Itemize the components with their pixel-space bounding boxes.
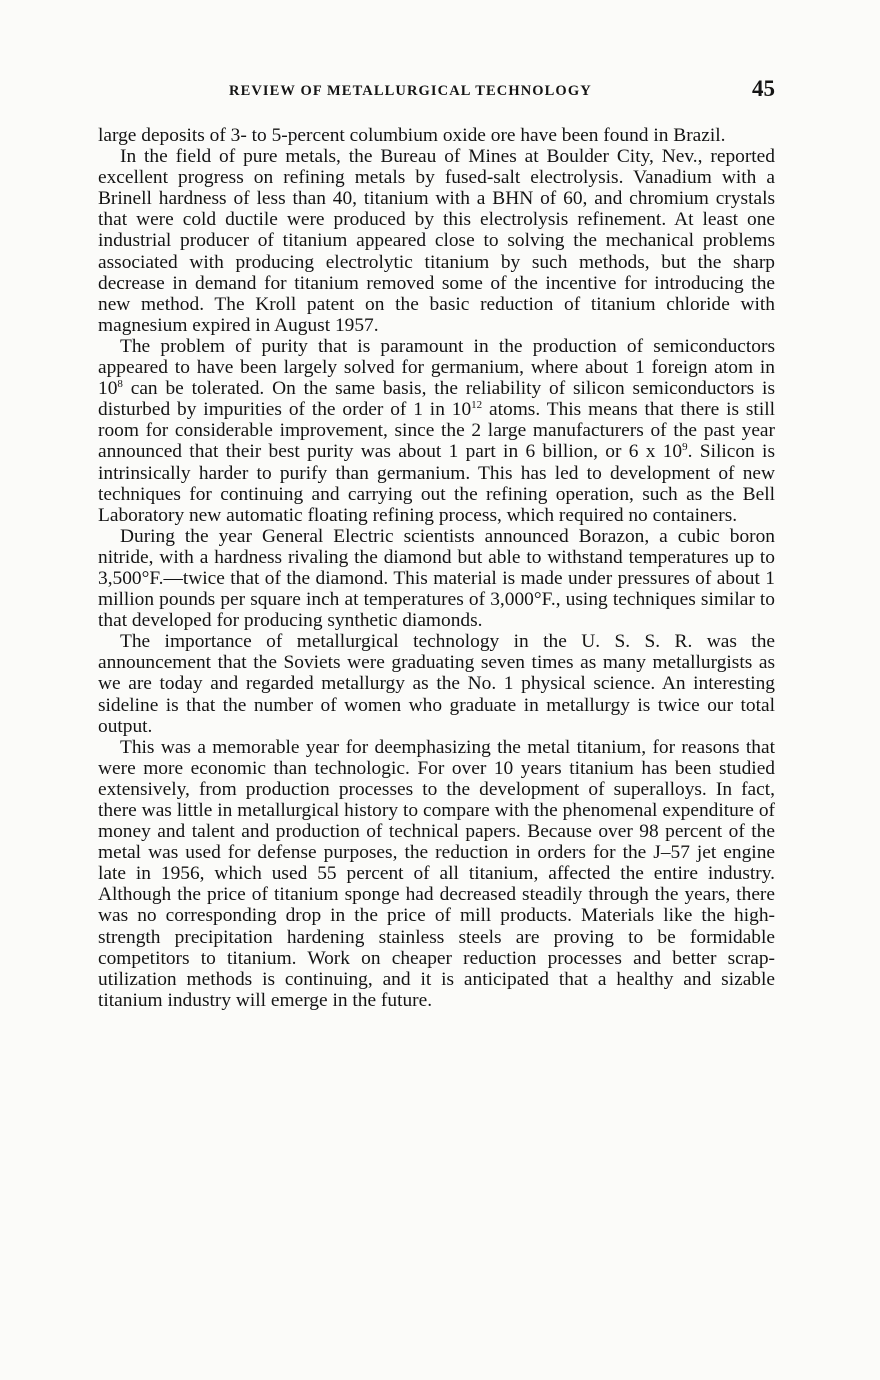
paragraph-pure-metals: In the field of pure metals, the Bureau of Mines at Boulder City, Nev., reported excellent progress on refining metals by fused-salt electrolysis. Vanadium with a Brinell hardness of less than 40, titanium with a BHN of 60, and chromium crystals that were cold ductile were produced by this electrolysis refinement. At least one industrial producer of titanium appeared close to solving the mechanical problems associated with producing electrolytic titanium by such methods, but the sharp decrease in demand for titanium removed some of the incentive for introducing the new method. The Kroll patent on the basic reduction of titanium chloride with magnesium expired in August 1957. bbox=[98, 146, 775, 336]
superscript: 9 bbox=[682, 441, 688, 454]
text-run: . Silicon is intrinsically harder to purify than germanium. This has led to development of new techniques for continuing and carrying out the refining operation, such as the Bell Laboratory new automatic floating refining process, which required no containers. bbox=[98, 441, 775, 526]
paragraph-ussr: The importance of metallurgical technology in the U. S. S. R. was the announcement that the Soviets were graduating seven times as many metallurgists as we are today and regarded metallurgy as the No. 1 physical science. An interesting sideline is that the number of women who graduate in metallurgy is twice our total output. bbox=[98, 631, 775, 737]
text-run: can be tolerated. On the same basis, the reliability of silicon semiconductors is disturbed by impurities of the order of 1 in 10 bbox=[98, 378, 775, 421]
paragraph-borazon: During the year General Electric scientists announced Borazon, a cubic boron nitride, with a hardness rivaling the diamond but able to withstand temperatures up to 3,500°F.—twice that of the diamond. This material is made under pressures of about 1 million pounds per square inch at temperatures of 3,000°F., using techniques similar to that developed for producing synthetic diamonds. bbox=[98, 525, 775, 632]
superscript: 12 bbox=[471, 399, 483, 412]
body-text bbox=[98, 125, 775, 1011]
paragraph-semiconductor-purity bbox=[98, 336, 775, 526]
text-run: The problem of purity that is paramount in the production of semiconductors appeared to have been largely solved for germanium, where about 1 foreign atom in 10 bbox=[98, 335, 775, 400]
paragraph-titanium: This was a memorable year for deemphasizing the metal titanium, for reasons that were more economic than technologic. For over 10 years titanium has been studied extensively, from production processes to the development of superalloys. In fact, there was little in metallurgical history to compare with the phenomenal expenditure of money and talent and production of technical papers. Because over 98 percent of the metal was used for defense purposes, the reduction in orders for the J–57 jet engine late in 1956, which used 55 percent of all titanium, affected the entire industry. Although the price of titanium sponge had decreased steadily through the years, there was no corresponding drop in the price of mill products. Materials like the high-strength precipitation hardening stainless steels are proving to be formidable competitors to titanium. Work on cheaper reduction processes and better scrap-utilization methods is continuing, and it is anticipated that a healthy and sizable titanium industry will emerge in the future. bbox=[98, 736, 775, 1011]
text-run: atoms. This means that there is still room for considerable improvement, since the 2 large manufacturers of the past year announced that their best purity was about 1 part in 6 billion, or 6 x 10 bbox=[98, 399, 775, 463]
running-head: REVIEW OF METALLURGICAL TECHNOLOGY bbox=[229, 83, 592, 99]
page-header bbox=[98, 74, 775, 104]
superscript: 8 bbox=[117, 378, 123, 391]
page-number: 45 bbox=[752, 76, 775, 101]
paragraph-columbium-continuation: large deposits of 3- to 5-percent columbium oxide ore have been found in Brazil. bbox=[98, 125, 726, 146]
document-page bbox=[98, 74, 775, 1011]
